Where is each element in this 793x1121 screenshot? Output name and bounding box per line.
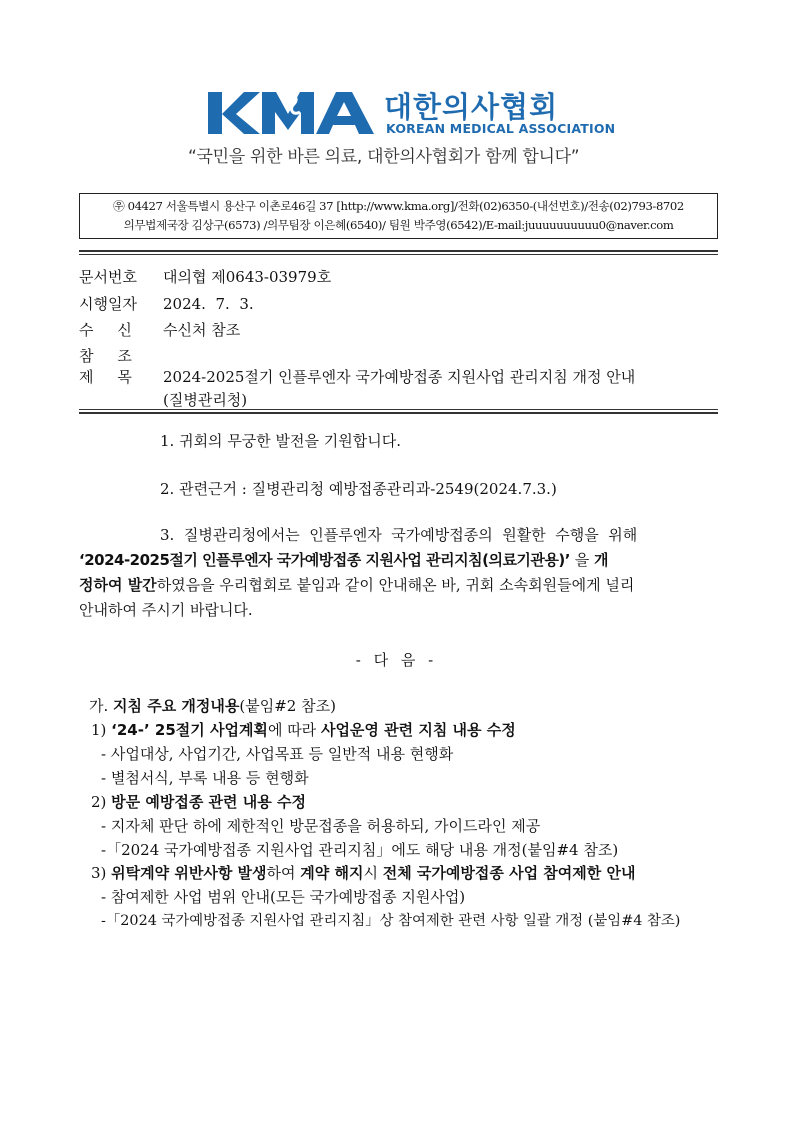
date-value: 2024. 7. 3.: [163, 295, 254, 313]
item-3: [91, 862, 635, 884]
item-3-sub-b: -「2024 국가예방접종 지원사업 관리지침」상 참여제한 관련 사항 일괄 개정 (붙임#4 참조): [101, 913, 681, 929]
paragraph-3: [79, 523, 719, 623]
item-3-text-1: 하여: [266, 864, 301, 882]
doc-number-label: 문서번호: [79, 268, 137, 286]
item-3-bold-2: 계약 해지: [300, 864, 364, 882]
item-2-bold: 방문 예방접종 관련 내용 수정: [111, 793, 306, 811]
header-divider-thick: [79, 250, 718, 252]
recipient-value: 수신처 참조: [163, 321, 241, 339]
date-label: 시행일자: [79, 295, 137, 313]
item-1-prefix: 1): [91, 721, 112, 739]
kma-logo: [208, 90, 616, 138]
section-ga-title: 지침 주요 개정내용: [113, 697, 240, 715]
item-3-sub-a: - 참여제한 사업 범위 안내(모든 국가예방접종 지원사업): [101, 888, 466, 906]
subject-line-1: 2024-2025절기 인플루엔자 국가예방접종 지원사업 관리지침 개정 안내: [163, 368, 636, 386]
logo-english-name: KOREAN MEDICAL ASSOCIATION: [386, 121, 616, 136]
recipient-row: [79, 319, 240, 341]
paragraph-2: 2. 관련근거 : 질병관리청 예방접종관리과-2549(2024.7.3.): [160, 480, 557, 498]
reference-row: [79, 345, 163, 367]
contact-line-address: ㉾ 04427 서울특별시 용산구 이촌로46길 37 [http://www.kma.org]/전화(02)6350-(내선번호)/전송(02)793-8702: [113, 199, 684, 213]
doc-number-row: [79, 266, 331, 288]
paragraph-3-line-2: [79, 548, 719, 573]
item-3-text-2: 시: [363, 864, 383, 882]
meta-divider-thick: [79, 412, 718, 414]
date-row: [79, 293, 254, 315]
meta-divider-thin: [79, 409, 718, 410]
item-1-sub-b: - 별첨서식, 부록 내용 등 현행화: [101, 769, 309, 787]
contact-line-staff: 의무법제국장 김상구(6573) /의무팀장 이은혜(6540)/ 팀원 박주영(6542)/E-mail:juuuuuuuuuu0@naver.com: [123, 218, 674, 232]
reference-label: 참 조: [79, 347, 132, 365]
section-ga: [89, 695, 336, 717]
paragraph-3-line-4: 안내하여 주시기 바랍니다.: [79, 601, 253, 619]
item-1-bold-2: 사업운영 관련 지침 내용 수정: [320, 721, 516, 739]
subject-row: [79, 366, 635, 388]
item-1-bold-1: ‘24-’ 25절기 사업계획: [111, 721, 268, 739]
item-1: [91, 719, 516, 741]
kma-logo-mark: [208, 90, 380, 138]
item-2-sub-a: - 지자체 판단 하에 제한적인 방문접종을 허용하되, 가이드라인 제공: [101, 817, 541, 835]
header-divider-thin: [79, 254, 718, 255]
paragraph-3-text-2: 하였음을 우리협회로 붙임과 같이 안내해온 바, 귀회 소속회원들에게 널리: [156, 576, 635, 594]
item-3-bold-3: 전체 국가예방접종 사업 참여제한 안내: [382, 864, 636, 882]
following-heading: - 다 음 -: [355, 651, 438, 669]
item-1-sub-a: - 사업대상, 사업기간, 사업목표 등 일반적 내용 현행화: [101, 745, 454, 763]
subject-line-2: (질병관리청): [163, 391, 248, 409]
item-3-bold-1: 위탁계약 위반사항 발생: [111, 864, 267, 882]
subject-label: 제 목: [79, 368, 132, 386]
slogan: “국민을 위한 바른 의료, 대한의사협회가 함께 합니다”: [188, 147, 580, 167]
item-2-sub-b: -「2024 국가예방접종 지원사업 관리지침」에도 해당 내용 개정(붙임#4 참조): [101, 841, 619, 859]
paragraph-3-bold: 개: [594, 551, 609, 569]
doc-number: 대의협 제0643-03979호: [163, 268, 332, 286]
item-1-text: 에 따라: [267, 721, 321, 739]
section-ga-prefix: 가.: [89, 697, 114, 715]
recipient-label: 수 신: [79, 321, 132, 339]
paragraph-1: 1. 귀회의 무궁한 발전을 기원합니다.: [160, 432, 402, 450]
contact-box: [79, 193, 718, 239]
guideline-title: ‘2024-2025절기 인플루엔자 국가예방접종 지원사업 관리지침(의료기관용)’: [79, 551, 570, 569]
item-3-prefix: 3): [91, 864, 112, 882]
section-ga-note: (붙임#2 참조): [239, 697, 336, 715]
paragraph-3-bold-2: 정하여 발간: [79, 576, 157, 594]
paragraph-3-line-1: 3. 질병관리청에서는 인플루엔자 국가예방접종의 원활한 수행을 위해: [160, 526, 638, 544]
item-2: [91, 791, 306, 813]
paragraph-3-line-3: [79, 573, 719, 598]
logo-korean-name: 대한의사협회: [384, 90, 559, 124]
item-2-prefix: 2): [91, 793, 112, 811]
paragraph-3-text: 을: [569, 551, 594, 569]
